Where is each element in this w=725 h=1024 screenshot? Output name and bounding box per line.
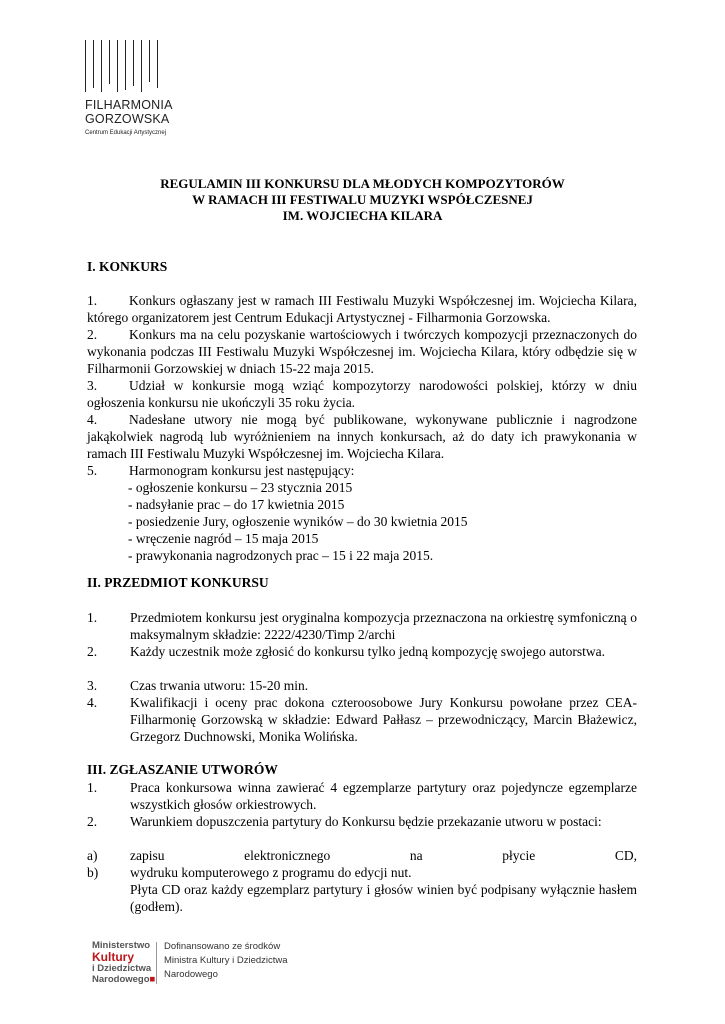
ministry-dot-icon: ■ [149, 974, 156, 985]
section2-item-1: 1. Przedmiotem konkursu jest oryginalna kompozycja przeznaczona na orkiestrę symfoniczną o maksymalnym składzie: 2222/4230/Timp 2/archi [87, 610, 637, 642]
schedule-item: - wręczenie nagród – 15 maja 2015 [128, 531, 319, 546]
footer-divider [156, 942, 157, 984]
ministry-logo-line2: Kultury [92, 950, 134, 964]
logo-name [85, 98, 225, 126]
funding-line3: Narodowego [164, 969, 218, 980]
ministry-logo-line4: Narodowego [92, 974, 150, 985]
ministry-footer [92, 940, 412, 1010]
filharmonia-logo [85, 40, 225, 136]
section1-item-4: 4. Nadesłane utwory nie mogą być publikowane, wykonywane publicznie i nagrodzone jakąkolwiek nagrodą lub wyróżnieniem na innych konkursach, aż do daty ich prawykonania w ramach III Festiwalu Muzyki Współczesnej im. Wojciecha Kilara. [87, 412, 637, 461]
funding-note [164, 940, 288, 982]
funding-line1: Dofinansowano ze środków [164, 941, 281, 952]
section3-item-1: 1. Praca konkursowa winna zawierać 4 egzemplarze partytury oraz pojedyncze egzemplarze wszystkich głosów orkiestrowych. [87, 780, 637, 812]
schedule-list [128, 479, 468, 564]
logo-line1: FILHARMONIA [85, 98, 173, 112]
schedule-item: - prawykonania nagrodzonych prac – 15 i 22 maja 2015. [128, 548, 434, 563]
ministry-logo-line1: Ministerstwo [92, 940, 151, 951]
section3-note: Płyta CD oraz każdy egzemplarz partytury i głosów winien być podpisany wyłącznie hasłem (godłem). [130, 882, 637, 914]
section3-item-b: b) wydruku komputerowego z programu do edycji nut. [87, 865, 412, 880]
section3-item-a: a) zapisu elektronicznego na płycie CD, [87, 848, 637, 863]
ministry-logo [92, 940, 155, 985]
section1-item-3: 3. Udział w konkursie mogą wziąć kompozytorzy narodowości polskiej, którzy w dniu ogłoszenia konkursu nie ukończyli 35 roku życia. [87, 378, 637, 410]
document-title [0, 176, 725, 224]
title-line3: IM. WOJCIECHA KILARA [282, 208, 443, 223]
schedule-item: - posiedzenie Jury, ogłoszenie wyników – do 30 kwietnia 2015 [128, 514, 468, 529]
section2-item-3: 3. Czas trwania utworu: 15-20 min. [87, 678, 309, 693]
schedule-item: - nadsyłanie prac – do 17 kwietnia 2015 [128, 497, 345, 512]
section-heading-zglaszanie: III. ZGŁASZANIE UTWORÓW [87, 762, 278, 777]
title-line2: W RAMACH III FESTIWALU MUZYKI WSPÓŁCZESNEJ [192, 192, 533, 207]
section-heading-przedmiot: II. PRZEDMIOT KONKURSU [87, 575, 269, 590]
logo-bars-icon [85, 40, 185, 92]
section1-item-1: 1. Konkurs ogłaszany jest w ramach III Festiwalu Muzyki Współczesnej im. Wojciecha Kilara, którego organizatorem jest Centrum Edukacji Artystycznej - Filharmonia Gorzowska. [87, 293, 637, 325]
title-line1: REGULAMIN III KONKURSU DLA MŁODYCH KOMPOZYTORÓW [160, 176, 565, 191]
section2-item-4: 4. Kwalifikacji i oceny prac dokona czteroosobowe Jury Konkursu powołane przez CEA-Filharmonię Gorzowską w składzie: Edward Pałłasz – przewodniczący, Marcin Błażewicz, Grzegorz Duchnowski, Monika Wolińska. [87, 695, 637, 744]
section3-item-2: 2. Warunkiem dopuszczenia partytury do Konkursu będzie przekazanie utworu w postaci: [87, 814, 602, 829]
logo-subtitle: Centrum Edukacji Artystycznej [85, 130, 167, 136]
section-heading-konkurs: I. KONKURS [87, 259, 168, 274]
section1-item-2: 2. Konkurs ma na celu pozyskanie wartościowych i twórczych kompozycji przeznaczonych do wykonania podczas III Festiwalu Muzyki Współczesnej im. Wojciecha Kilara, który odbędzie się w Filharmonii Gorzowskiej w dniach 15-22 maja 2015. [87, 327, 637, 376]
logo-line2: GORZOWSKA [85, 112, 170, 126]
section2-item-2: 2. Każdy uczestnik może zgłosić do konkursu tylko jedną kompozycję swojego autorstwa. [87, 644, 606, 659]
funding-line2: Ministra Kultury i Dziedzictwa [164, 955, 288, 966]
schedule-item: - ogłoszenie konkursu – 23 stycznia 2015 [128, 480, 353, 495]
section1-item-5: 5. Harmonogram konkursu jest następujący: [87, 463, 355, 478]
ministry-logo-line3: i Dziedzictwa [92, 963, 152, 974]
